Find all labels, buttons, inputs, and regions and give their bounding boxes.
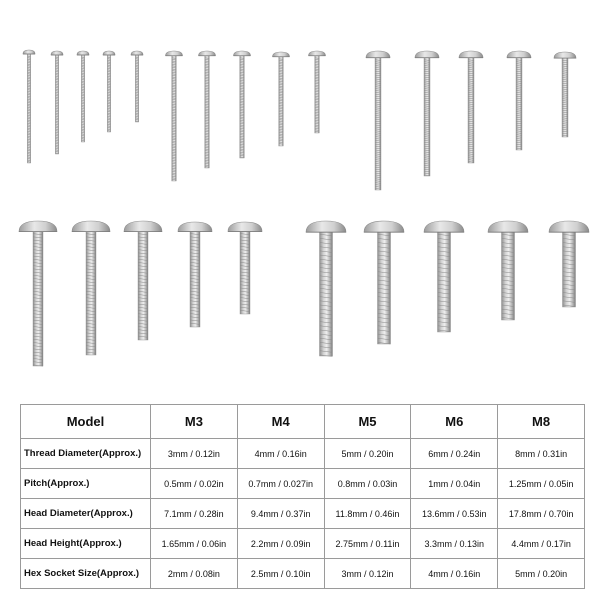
screw-head: [19, 221, 57, 232]
table-cell: 0.8mm / 0.03in: [324, 469, 411, 499]
spec-table: [20, 404, 585, 589]
screw-head: [166, 51, 183, 56]
header-m3: M3: [151, 405, 238, 439]
screw-head: [23, 50, 35, 54]
screw-13: [459, 51, 483, 163]
screw-head: [124, 221, 162, 232]
screw-14: [507, 51, 531, 150]
screw-23: [424, 221, 464, 332]
screw-head: [507, 51, 531, 58]
table-cell: 13.6mm / 0.53in: [411, 499, 498, 529]
screw-head: [199, 51, 216, 56]
table-cell: 0.7mm / 0.027in: [237, 469, 324, 499]
table-cell: 5mm / 0.20in: [498, 559, 585, 589]
header-model: Model: [21, 405, 151, 439]
screw-head: [51, 51, 63, 55]
table-cell: 1.25mm / 0.05in: [498, 469, 585, 499]
screw-11: [366, 51, 390, 190]
screw-head: [309, 51, 326, 56]
table-cell: 17.8mm / 0.70in: [498, 499, 585, 529]
screw-5: [131, 51, 143, 122]
table-cell: 9.4mm / 0.37in: [237, 499, 324, 529]
screw-17: [72, 221, 110, 355]
screw-21: [306, 221, 346, 357]
screw-24: [488, 221, 528, 320]
screw-head: [424, 221, 464, 232]
table-cell: 1.65mm / 0.06in: [151, 529, 238, 559]
screw-2: [51, 51, 63, 154]
screw-head: [228, 222, 262, 232]
screw-shank: [502, 231, 515, 320]
screw-shank: [516, 57, 522, 150]
header-m6: M6: [411, 405, 498, 439]
screw-head: [273, 52, 290, 57]
header-m4: M4: [237, 405, 324, 439]
screw-head: [415, 51, 439, 58]
screw-head: [364, 221, 404, 232]
table-cell: 7.1mm / 0.28in: [151, 499, 238, 529]
table-cell: 6mm / 0.24in: [411, 439, 498, 469]
table-cell: 5mm / 0.20in: [324, 439, 411, 469]
row-label: Pitch(Approx.): [21, 469, 151, 499]
screw-7: [199, 51, 216, 168]
header-m5: M5: [324, 405, 411, 439]
screw-25: [549, 221, 589, 307]
screw-22: [364, 221, 404, 344]
screw-head: [306, 221, 346, 232]
row-label: Head Diameter(Approx.): [21, 499, 151, 529]
table-cell: 4mm / 0.16in: [411, 559, 498, 589]
screw-head: [234, 51, 251, 56]
screw-3: [77, 51, 89, 142]
table-row-head-height: [21, 529, 585, 559]
screw-18: [124, 221, 162, 340]
table-cell: 0.5mm / 0.02in: [151, 469, 238, 499]
screw-8: [234, 51, 251, 158]
table-cell: 2.75mm / 0.11in: [324, 529, 411, 559]
table-row-hex-socket: [21, 559, 585, 589]
table-row-head-diameter: [21, 499, 585, 529]
table-cell: 2.2mm / 0.09in: [237, 529, 324, 559]
header-m8: M8: [498, 405, 585, 439]
screw-head: [459, 51, 483, 58]
table-header-row: [21, 405, 585, 439]
table-cell: 2.5mm / 0.10in: [237, 559, 324, 589]
table-row-thread-diameter: [21, 439, 585, 469]
screw-head: [103, 51, 115, 55]
screw-15: [554, 52, 576, 137]
screw-head: [131, 51, 143, 55]
screw-head: [366, 51, 390, 58]
screw-shank: [320, 231, 333, 356]
row-label: Thread Diameter(Approx.): [21, 439, 151, 469]
table-cell: 3mm / 0.12in: [324, 559, 411, 589]
table-cell: 4.4mm / 0.17in: [498, 529, 585, 559]
screw-20: [228, 222, 262, 314]
screw-head: [554, 52, 576, 58]
screw-head: [488, 221, 528, 232]
screw-16: [19, 221, 57, 366]
table-cell: 4mm / 0.16in: [237, 439, 324, 469]
table-cell: 11.8mm / 0.46in: [324, 499, 411, 529]
screw-head: [549, 221, 589, 232]
screw-12: [415, 51, 439, 176]
row-label: Hex Socket Size(Approx.): [21, 559, 151, 589]
table-cell: 2mm / 0.08in: [151, 559, 238, 589]
screw-9: [273, 52, 290, 146]
screw-1: [23, 50, 35, 163]
screw-19: [178, 222, 212, 327]
table-cell: 3.3mm / 0.13in: [411, 529, 498, 559]
screw-head: [72, 221, 110, 232]
screw-10: [309, 51, 326, 133]
screw-head: [178, 222, 212, 232]
screw-head: [77, 51, 89, 55]
screw-4: [103, 51, 115, 132]
table-cell: 8mm / 0.31in: [498, 439, 585, 469]
table-cell: 1mm / 0.04in: [411, 469, 498, 499]
row-label: Head Height(Approx.): [21, 529, 151, 559]
screw-6: [166, 51, 183, 181]
table-row-pitch: [21, 469, 585, 499]
table-cell: 3mm / 0.12in: [151, 439, 238, 469]
